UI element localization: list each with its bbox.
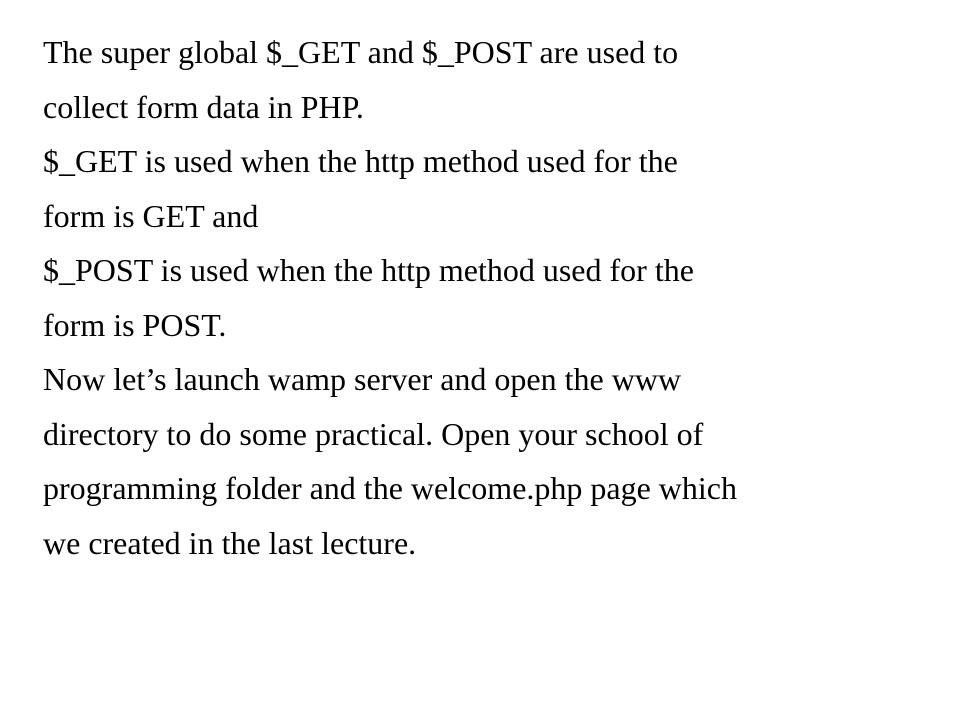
body-text	[43, 25, 943, 570]
text-line-10: we created in the last lecture.	[43, 524, 417, 561]
text-line-8: directory to do some practical. Open your school of	[43, 415, 704, 452]
text-line-9: programming folder and the welcome.php page which	[43, 470, 737, 506]
text-line-7: Now let’s launch wamp server and open the www	[43, 361, 682, 397]
text-line-2: collect form data in PHP.	[43, 88, 364, 125]
text-line-3: $_GET is used when the http method used for the	[43, 143, 678, 179]
text-line-6: form is POST.	[43, 306, 227, 343]
text-line-5: $_POST is used when the http method used for the	[43, 252, 694, 288]
text-line-4: form is GET and	[43, 197, 259, 234]
text-line-1: The super global $_GET and $_POST are used to	[43, 34, 679, 70]
